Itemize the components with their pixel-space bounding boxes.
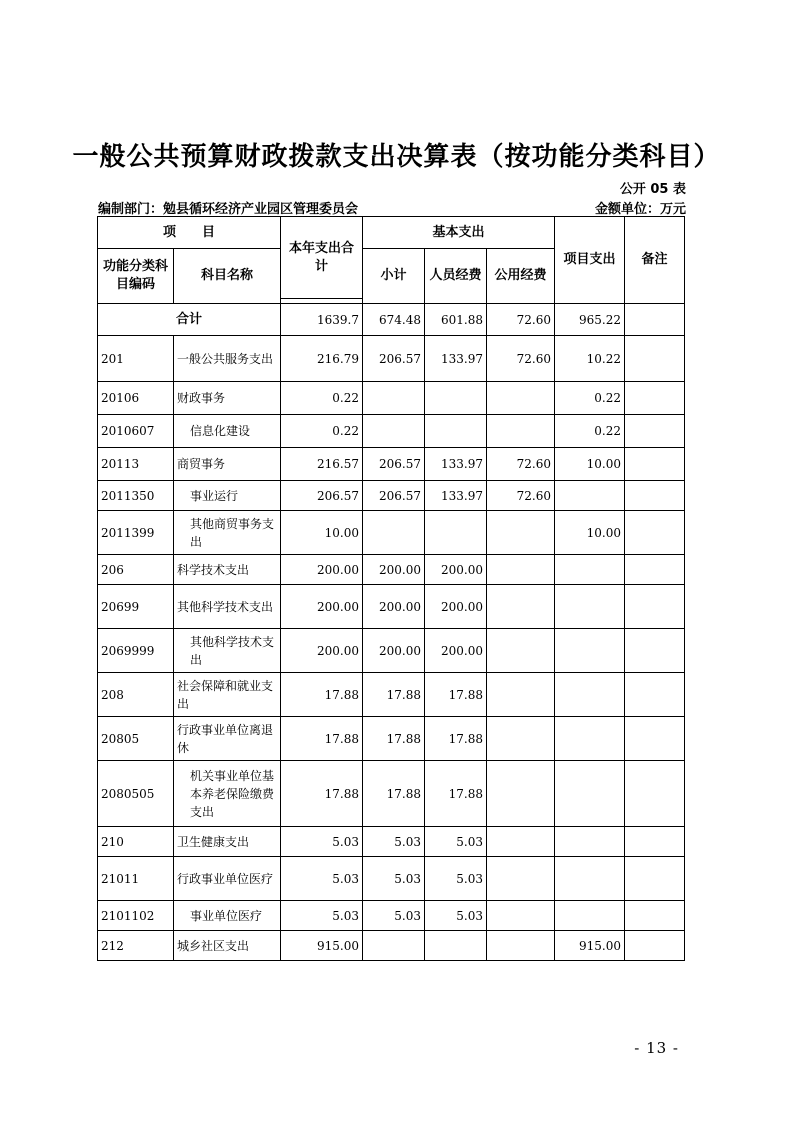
row-project <box>555 673 625 717</box>
table-row <box>98 336 685 382</box>
header-project: 项目支出 <box>555 217 625 304</box>
row-notes <box>625 511 685 555</box>
header-subtotal: 小计 <box>363 249 425 304</box>
row-personnel: 133.97 <box>425 481 487 511</box>
header-basic: 基本支出 <box>363 217 555 249</box>
row-public <box>487 717 555 761</box>
row-personnel: 5.03 <box>425 857 487 901</box>
row-subject-name: 事业单位医疗 <box>174 901 281 931</box>
row-total: 5.03 <box>281 857 363 901</box>
row-subject-name: 其他科学技术支出 <box>174 585 281 629</box>
row-subject-name: 城乡社区支出 <box>174 931 281 961</box>
total-personnel: 601.88 <box>425 304 487 336</box>
header-public: 公用经费 <box>487 249 555 304</box>
row-code: 208 <box>98 673 174 717</box>
row-total: 5.03 <box>281 827 363 857</box>
total-label: 合计 <box>98 304 281 336</box>
row-subtotal <box>363 415 425 448</box>
row-subtotal <box>363 382 425 415</box>
table-row <box>98 585 685 629</box>
row-project <box>555 857 625 901</box>
row-notes <box>625 481 685 511</box>
row-public: 72.60 <box>487 448 555 481</box>
row-project: 10.00 <box>555 448 625 481</box>
row-total: 17.88 <box>281 761 363 827</box>
row-total: 17.88 <box>281 717 363 761</box>
header-notes: 备注 <box>625 217 685 304</box>
table-row <box>98 931 685 961</box>
row-project <box>555 585 625 629</box>
table-row <box>98 555 685 585</box>
row-subject-name: 其他商贸事务支出 <box>174 511 281 555</box>
total-project: 965.22 <box>555 304 625 336</box>
row-subtotal <box>363 511 425 555</box>
total-notes <box>625 304 685 336</box>
row-personnel: 17.88 <box>425 717 487 761</box>
row-subtotal: 17.88 <box>363 673 425 717</box>
row-notes <box>625 901 685 931</box>
row-notes <box>625 857 685 901</box>
row-subtotal <box>363 931 425 961</box>
row-personnel: 133.97 <box>425 448 487 481</box>
row-total: 0.22 <box>281 415 363 448</box>
row-subject-name: 事业运行 <box>174 481 281 511</box>
row-total: 206.57 <box>281 481 363 511</box>
row-personnel <box>425 931 487 961</box>
table-row <box>98 673 685 717</box>
table-row <box>98 415 685 448</box>
row-project <box>555 827 625 857</box>
row-project <box>555 555 625 585</box>
row-personnel: 133.97 <box>425 336 487 382</box>
header-item: 项 目 <box>98 217 281 249</box>
row-project <box>555 629 625 673</box>
row-personnel: 200.00 <box>425 555 487 585</box>
row-code: 20113 <box>98 448 174 481</box>
row-code: 201 <box>98 336 174 382</box>
row-public <box>487 857 555 901</box>
total-public: 72.60 <box>487 304 555 336</box>
row-total: 200.00 <box>281 585 363 629</box>
page-number: - 13 - <box>634 1039 679 1057</box>
row-notes <box>625 382 685 415</box>
row-notes <box>625 673 685 717</box>
row-total: 216.79 <box>281 336 363 382</box>
row-code: 212 <box>98 931 174 961</box>
row-subtotal: 200.00 <box>363 585 425 629</box>
row-public <box>487 629 555 673</box>
row-subtotal: 17.88 <box>363 761 425 827</box>
row-personnel <box>425 382 487 415</box>
compiling-department: 编制部门：勉县循环经济产业园区管理委员会 <box>98 202 359 217</box>
row-code: 2101102 <box>98 901 174 931</box>
header-code: 功能分类科目编码 <box>98 249 174 304</box>
row-public <box>487 585 555 629</box>
row-public <box>487 931 555 961</box>
row-personnel <box>425 511 487 555</box>
row-personnel: 200.00 <box>425 585 487 629</box>
row-public: 72.60 <box>487 481 555 511</box>
table-row <box>98 761 685 827</box>
row-subject-name: 科学技术支出 <box>174 555 281 585</box>
row-code: 20699 <box>98 585 174 629</box>
total-amount: 1639.7 <box>281 304 363 336</box>
row-project <box>555 481 625 511</box>
row-total: 200.00 <box>281 555 363 585</box>
row-public <box>487 555 555 585</box>
row-total: 17.88 <box>281 673 363 717</box>
row-subject-name: 财政事务 <box>174 382 281 415</box>
row-subtotal: 206.57 <box>363 481 425 511</box>
row-personnel: 5.03 <box>425 827 487 857</box>
row-code: 2011399 <box>98 511 174 555</box>
row-public <box>487 415 555 448</box>
row-subtotal: 200.00 <box>363 555 425 585</box>
row-code: 2011350 <box>98 481 174 511</box>
row-project: 0.22 <box>555 415 625 448</box>
header-total: 本年支出合计 <box>281 217 363 299</box>
row-subject-name: 行政事业单位医疗 <box>174 857 281 901</box>
row-total: 915.00 <box>281 931 363 961</box>
row-subject-name: 商贸事务 <box>174 448 281 481</box>
form-number: 公开 05 表 <box>619 182 686 197</box>
budget-table <box>97 216 685 961</box>
row-public <box>487 673 555 717</box>
table-row <box>98 481 685 511</box>
row-code: 20805 <box>98 717 174 761</box>
table-row <box>98 901 685 931</box>
row-notes <box>625 336 685 382</box>
row-notes <box>625 555 685 585</box>
table-row <box>98 857 685 901</box>
row-personnel: 17.88 <box>425 673 487 717</box>
row-project: 915.00 <box>555 931 625 961</box>
row-subject-name: 社会保障和就业支出 <box>174 673 281 717</box>
row-subject-name: 卫生健康支出 <box>174 827 281 857</box>
row-total: 5.03 <box>281 901 363 931</box>
page-title: 一般公共预算财政拨款支出决算表（按功能分类科目） <box>72 142 721 172</box>
row-notes <box>625 448 685 481</box>
table-row <box>98 382 685 415</box>
row-total: 0.22 <box>281 382 363 415</box>
table-row <box>98 629 685 673</box>
row-total: 216.57 <box>281 448 363 481</box>
row-notes <box>625 629 685 673</box>
row-public <box>487 511 555 555</box>
table-row <box>98 717 685 761</box>
row-public <box>487 827 555 857</box>
table-row <box>98 511 685 555</box>
row-subject-name: 信息化建设 <box>174 415 281 448</box>
total-subtotal: 674.48 <box>363 304 425 336</box>
row-notes <box>625 717 685 761</box>
row-code: 2069999 <box>98 629 174 673</box>
row-subtotal: 17.88 <box>363 717 425 761</box>
row-code: 2010607 <box>98 415 174 448</box>
row-public <box>487 382 555 415</box>
row-subtotal: 200.00 <box>363 629 425 673</box>
row-subtotal: 5.03 <box>363 857 425 901</box>
row-code: 21011 <box>98 857 174 901</box>
table-row <box>98 448 685 481</box>
row-project <box>555 717 625 761</box>
row-project <box>555 901 625 931</box>
row-public <box>487 761 555 827</box>
row-project: 10.22 <box>555 336 625 382</box>
row-personnel: 200.00 <box>425 629 487 673</box>
row-subtotal: 206.57 <box>363 336 425 382</box>
row-personnel <box>425 415 487 448</box>
row-subtotal: 206.57 <box>363 448 425 481</box>
row-subject-name: 一般公共服务支出 <box>174 336 281 382</box>
row-total: 200.00 <box>281 629 363 673</box>
row-subject-name: 行政事业单位离退休 <box>174 717 281 761</box>
row-public <box>487 901 555 931</box>
row-project: 0.22 <box>555 382 625 415</box>
row-subtotal: 5.03 <box>363 827 425 857</box>
row-code: 2080505 <box>98 761 174 827</box>
amount-unit: 金额单位：万元 <box>594 202 686 217</box>
total-row <box>98 304 685 336</box>
table-row <box>98 827 685 857</box>
row-code: 210 <box>98 827 174 857</box>
header-name: 科目名称 <box>174 249 281 304</box>
row-notes <box>625 415 685 448</box>
row-subject-name: 机关事业单位基本养老保险缴费支出 <box>174 761 281 827</box>
row-personnel: 5.03 <box>425 901 487 931</box>
row-notes <box>625 827 685 857</box>
row-subject-name: 其他科学技术支出 <box>174 629 281 673</box>
row-public: 72.60 <box>487 336 555 382</box>
row-subtotal: 5.03 <box>363 901 425 931</box>
row-notes <box>625 585 685 629</box>
row-personnel: 17.88 <box>425 761 487 827</box>
row-notes <box>625 931 685 961</box>
row-project: 10.00 <box>555 511 625 555</box>
row-code: 20106 <box>98 382 174 415</box>
row-code: 206 <box>98 555 174 585</box>
header-personnel: 人员经费 <box>425 249 487 304</box>
row-project <box>555 761 625 827</box>
row-total: 10.00 <box>281 511 363 555</box>
row-notes <box>625 761 685 827</box>
